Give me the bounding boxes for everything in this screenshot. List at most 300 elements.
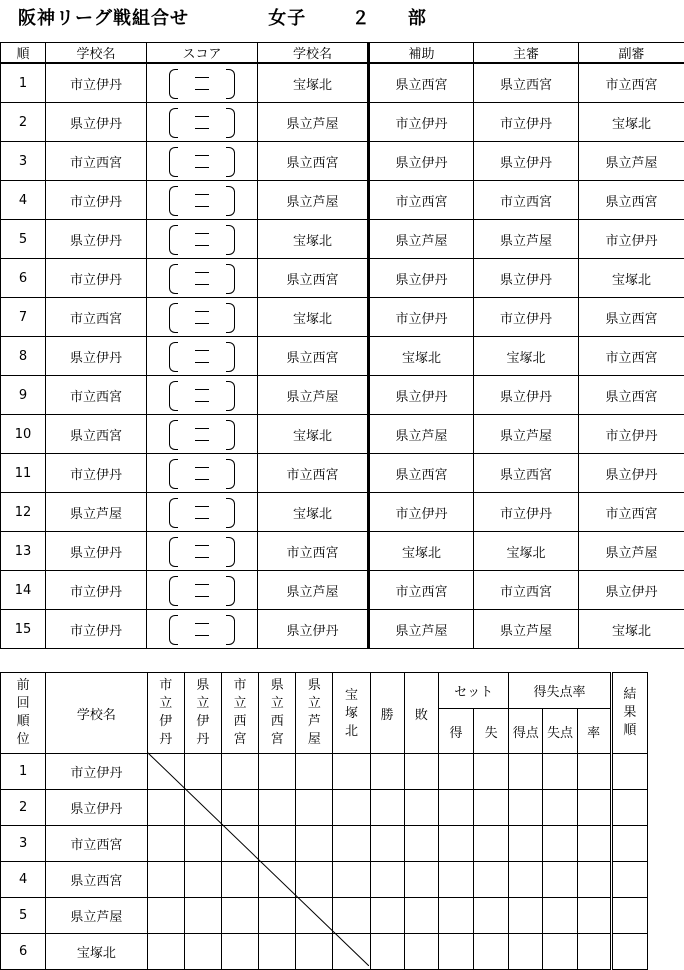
right-bracket: [226, 264, 235, 294]
school-a: 市立伊丹: [46, 454, 147, 493]
left-bracket: [169, 381, 178, 411]
result-cell[interactable]: [221, 898, 258, 934]
assistant: 県立西宮: [369, 454, 474, 493]
score-box: [169, 67, 235, 99]
school-a: 市立西宮: [46, 298, 147, 337]
assistant: 県立伊丹: [369, 259, 474, 298]
school-b: 市立西宮: [258, 454, 369, 493]
prev-rank: 5: [1, 898, 46, 934]
header-char: 果: [613, 704, 647, 722]
score-box: [169, 574, 235, 606]
header-opponent-6: [333, 673, 370, 754]
schedule-row: [1, 376, 684, 415]
header-char: 芦: [296, 713, 332, 731]
final-rank-cell[interactable]: [611, 934, 647, 970]
school-b: 県立芦屋: [258, 571, 369, 610]
prev-rank: 3: [1, 826, 46, 862]
left-bracket: [169, 147, 178, 177]
result-cell[interactable]: [509, 826, 543, 862]
result-cell[interactable]: [474, 754, 509, 790]
sub-referee: 県立西宮: [579, 298, 684, 337]
match-number: 1: [1, 63, 46, 103]
sub-referee: 県立芦屋: [579, 142, 684, 181]
result-cell[interactable]: [577, 826, 611, 862]
sub-referee: 県立西宮: [579, 376, 684, 415]
score-dash: [195, 596, 209, 597]
school-b: 県立芦屋: [258, 376, 369, 415]
right-bracket: [226, 186, 235, 216]
result-cell[interactable]: [296, 898, 333, 934]
result-cell[interactable]: [404, 754, 438, 790]
sub-referee: 宝塚北: [579, 259, 684, 298]
referee: 県立伊丹: [474, 142, 579, 181]
header-set-against: 失: [474, 709, 509, 754]
schedule-row: [1, 454, 684, 493]
results-row: [1, 826, 648, 862]
score-cell[interactable]: [147, 532, 258, 571]
school-a: 県立西宮: [46, 415, 147, 454]
result-cell[interactable]: [296, 790, 333, 826]
header-char: 回: [1, 695, 45, 713]
left-bracket: [169, 264, 178, 294]
match-number: 4: [1, 181, 46, 220]
score-dash: [195, 635, 209, 636]
score-dash: [195, 479, 209, 480]
header-char: 西: [259, 713, 295, 731]
result-cell[interactable]: [509, 934, 543, 970]
result-cell[interactable]: [147, 790, 184, 826]
score-dash: [195, 128, 209, 129]
school-a: 県立伊丹: [46, 337, 147, 376]
schedule-row: [1, 181, 684, 220]
result-cell[interactable]: [221, 826, 258, 862]
result-cell[interactable]: [543, 862, 577, 898]
header-char: 宮: [259, 731, 295, 749]
result-cell[interactable]: [370, 754, 404, 790]
result-cell[interactable]: [221, 862, 258, 898]
left-bracket: [169, 186, 178, 216]
result-cell[interactable]: [438, 898, 473, 934]
referee: 県立西宮: [474, 63, 579, 103]
result-cell[interactable]: [184, 862, 221, 898]
result-cell[interactable]: [147, 898, 184, 934]
school-a: 県立芦屋: [46, 493, 147, 532]
right-bracket: [226, 576, 235, 606]
match-number: 2: [1, 103, 46, 142]
school-a: 市立伊丹: [46, 259, 147, 298]
sub-referee: 市立伊丹: [579, 220, 684, 259]
result-cell[interactable]: [147, 754, 184, 790]
final-rank-cell[interactable]: [611, 754, 647, 790]
header-char: 伊: [148, 713, 184, 731]
result-cell[interactable]: [474, 826, 509, 862]
result-cell[interactable]: [184, 826, 221, 862]
match-number: 15: [1, 610, 46, 649]
result-cell[interactable]: [509, 790, 543, 826]
left-bracket: [169, 108, 178, 138]
result-cell[interactable]: [577, 754, 611, 790]
final-rank-cell[interactable]: [611, 862, 647, 898]
assistant: 県立芦屋: [369, 220, 474, 259]
result-cell[interactable]: [259, 934, 296, 970]
referee: 市立伊丹: [474, 103, 579, 142]
right-bracket: [226, 147, 235, 177]
right-bracket: [226, 459, 235, 489]
score-dash: [195, 506, 209, 507]
result-cell[interactable]: [543, 898, 577, 934]
score-cell[interactable]: [147, 610, 258, 649]
referee: 県立西宮: [474, 454, 579, 493]
assistant: 県立伊丹: [369, 376, 474, 415]
sub-referee: 県立伊丹: [579, 454, 684, 493]
result-cell[interactable]: [333, 754, 370, 790]
header-opponent-4: [259, 673, 296, 754]
left-bracket: [169, 459, 178, 489]
result-cell[interactable]: [296, 862, 333, 898]
result-cell[interactable]: [474, 790, 509, 826]
left-bracket: [169, 498, 178, 528]
score-dash: [195, 545, 209, 546]
results-row: [1, 862, 648, 898]
school-b: 県立西宮: [258, 142, 369, 181]
referee: 宝塚北: [474, 532, 579, 571]
match-number: 8: [1, 337, 46, 376]
final-rank-cell[interactable]: [611, 790, 647, 826]
sub-referee: 市立西宮: [579, 337, 684, 376]
schedule-row: [1, 259, 684, 298]
referee: 県立芦屋: [474, 415, 579, 454]
result-cell[interactable]: [370, 862, 404, 898]
right-bracket: [226, 69, 235, 99]
referee: 県立芦屋: [474, 220, 579, 259]
header-referee: 主審: [474, 43, 579, 64]
score-box: [169, 613, 235, 645]
score-cell[interactable]: [147, 259, 258, 298]
result-cell[interactable]: [259, 862, 296, 898]
result-cell[interactable]: [404, 790, 438, 826]
header-opponent-2: [184, 673, 221, 754]
result-cell[interactable]: [438, 862, 473, 898]
assistant: 市立西宮: [369, 571, 474, 610]
score-dash: [195, 584, 209, 585]
school-a: 市立西宮: [46, 376, 147, 415]
result-cell[interactable]: [509, 898, 543, 934]
school-name: 市立西宮: [46, 826, 147, 862]
assistant: 県立伊丹: [369, 142, 474, 181]
league-title: 阪神リーグ戦組合せ: [18, 4, 189, 30]
result-cell[interactable]: [370, 934, 404, 970]
result-cell[interactable]: [333, 862, 370, 898]
page-title: [18, 4, 427, 30]
referee: 市立伊丹: [474, 493, 579, 532]
left-bracket: [169, 537, 178, 567]
result-cell[interactable]: [221, 790, 258, 826]
score-cell[interactable]: [147, 298, 258, 337]
result-cell[interactable]: [370, 898, 404, 934]
school-a: 県立伊丹: [46, 532, 147, 571]
header-win: 勝: [370, 673, 404, 754]
schedule-row: [1, 220, 684, 259]
schedule-header-row: [1, 43, 684, 64]
result-cell[interactable]: [543, 790, 577, 826]
result-cell[interactable]: [184, 754, 221, 790]
final-rank-cell[interactable]: [611, 826, 647, 862]
prev-rank: 4: [1, 862, 46, 898]
score-box: [169, 223, 235, 255]
results-row: [1, 934, 648, 970]
score-cell[interactable]: [147, 376, 258, 415]
sub-referee: 県立芦屋: [579, 532, 684, 571]
assistant: 市立伊丹: [369, 103, 474, 142]
header-char: 北: [333, 723, 369, 741]
result-cell[interactable]: [147, 826, 184, 862]
score-dash: [195, 206, 209, 207]
result-cell[interactable]: [577, 934, 611, 970]
result-cell[interactable]: [221, 754, 258, 790]
header-point-for: 得点: [509, 709, 543, 754]
schedule-row: [1, 63, 684, 103]
result-cell[interactable]: [474, 934, 509, 970]
score-cell[interactable]: [147, 454, 258, 493]
result-cell[interactable]: [259, 898, 296, 934]
result-cell[interactable]: [404, 898, 438, 934]
schedule-row: [1, 337, 684, 376]
result-cell[interactable]: [147, 862, 184, 898]
right-bracket: [226, 537, 235, 567]
score-cell[interactable]: [147, 493, 258, 532]
results-row: [1, 790, 648, 826]
header-school: 学校名: [46, 673, 147, 754]
result-cell[interactable]: [370, 826, 404, 862]
school-a: 市立伊丹: [46, 571, 147, 610]
result-cell[interactable]: [509, 754, 543, 790]
result-cell[interactable]: [438, 826, 473, 862]
result-cell[interactable]: [438, 934, 473, 970]
results-table: [0, 672, 648, 970]
school-b: 県立西宮: [258, 337, 369, 376]
schedule-row: [1, 415, 684, 454]
result-cell[interactable]: [259, 754, 296, 790]
result-cell[interactable]: [404, 934, 438, 970]
header-point-against: 失点: [543, 709, 577, 754]
header-order: 順: [1, 43, 46, 64]
result-cell[interactable]: [438, 790, 473, 826]
final-rank-cell[interactable]: [611, 898, 647, 934]
assistant: 県立西宮: [369, 63, 474, 103]
assistant: 県立芦屋: [369, 415, 474, 454]
result-cell[interactable]: [259, 790, 296, 826]
score-dash: [195, 167, 209, 168]
score-cell[interactable]: [147, 337, 258, 376]
schedule-row: [1, 532, 684, 571]
match-number: 11: [1, 454, 46, 493]
header-char: 丹: [148, 731, 184, 749]
score-dash: [195, 623, 209, 624]
result-cell[interactable]: [296, 754, 333, 790]
score-dash: [195, 350, 209, 351]
score-cell[interactable]: [147, 142, 258, 181]
result-cell[interactable]: [543, 826, 577, 862]
header-char: 立: [296, 695, 332, 713]
school-b: 宝塚北: [258, 298, 369, 337]
match-schedule-table: [0, 42, 684, 649]
result-cell[interactable]: [333, 898, 370, 934]
result-cell[interactable]: [221, 934, 258, 970]
score-box: [169, 535, 235, 567]
score-dash: [195, 284, 209, 285]
score-dash: [195, 245, 209, 246]
school-name: 県立芦屋: [46, 898, 147, 934]
score-box: [169, 301, 235, 333]
header-char: 市: [222, 677, 258, 695]
left-bracket: [169, 225, 178, 255]
result-cell[interactable]: [474, 862, 509, 898]
result-cell[interactable]: [370, 790, 404, 826]
result-cell[interactable]: [577, 862, 611, 898]
score-dash: [195, 116, 209, 117]
score-box: [169, 379, 235, 411]
results-row: [1, 754, 648, 790]
left-bracket: [169, 420, 178, 450]
header-char: 位: [1, 731, 45, 749]
score-dash: [195, 311, 209, 312]
score-box: [169, 496, 235, 528]
header-char: 立: [185, 695, 221, 713]
left-bracket: [169, 69, 178, 99]
sub-referee: 宝塚北: [579, 103, 684, 142]
school-name: 県立西宮: [46, 862, 147, 898]
score-box: [169, 340, 235, 372]
header-char: 結: [613, 686, 647, 704]
result-cell[interactable]: [509, 862, 543, 898]
header-char: 西: [222, 713, 258, 731]
schedule-row: [1, 103, 684, 142]
score-cell[interactable]: [147, 103, 258, 142]
schedule-row: [1, 571, 684, 610]
result-cell[interactable]: [333, 934, 370, 970]
assistant: 市立伊丹: [369, 298, 474, 337]
result-cell[interactable]: [184, 934, 221, 970]
header-sub-referee: 副審: [579, 43, 684, 64]
assistant: 市立西宮: [369, 181, 474, 220]
referee: 県立伊丹: [474, 259, 579, 298]
match-number: 7: [1, 298, 46, 337]
school-name: 市立伊丹: [46, 754, 147, 790]
result-cell[interactable]: [333, 790, 370, 826]
header-prev-rank: [1, 673, 46, 754]
school-a: 市立伊丹: [46, 181, 147, 220]
left-bracket: [169, 342, 178, 372]
match-number: 3: [1, 142, 46, 181]
schedule-row: [1, 142, 684, 181]
header-char: 屋: [296, 731, 332, 749]
sub-referee: 県立西宮: [579, 181, 684, 220]
header-char: 伊: [185, 713, 221, 731]
score-dash: [195, 362, 209, 363]
school-b: 市立西宮: [258, 532, 369, 571]
header-rate: 率: [577, 709, 611, 754]
match-number: 5: [1, 220, 46, 259]
result-cell[interactable]: [184, 790, 221, 826]
header-char: 県: [296, 677, 332, 695]
schedule-row: [1, 610, 684, 649]
result-cell[interactable]: [543, 934, 577, 970]
school-a: 市立伊丹: [46, 63, 147, 103]
header-char: 県: [185, 677, 221, 695]
header-char: 市: [148, 677, 184, 695]
result-cell[interactable]: [404, 862, 438, 898]
score-cell[interactable]: [147, 181, 258, 220]
header-opponent-5: [296, 673, 333, 754]
score-cell[interactable]: [147, 415, 258, 454]
score-dash: [195, 440, 209, 441]
school-a: 市立西宮: [46, 142, 147, 181]
header-final-rank: [611, 673, 647, 754]
assistant: 宝塚北: [369, 532, 474, 571]
header-school-a: 学校名: [46, 43, 147, 64]
score-dash: [195, 194, 209, 195]
score-dash: [195, 155, 209, 156]
result-cell[interactable]: [577, 898, 611, 934]
result-cell[interactable]: [296, 934, 333, 970]
left-bracket: [169, 615, 178, 645]
school-b: 県立芦屋: [258, 103, 369, 142]
header-char: 順: [1, 713, 45, 731]
right-bracket: [226, 498, 235, 528]
result-cell[interactable]: [259, 826, 296, 862]
header-opponent-1: [147, 673, 184, 754]
result-cell[interactable]: [404, 826, 438, 862]
score-cell[interactable]: [147, 63, 258, 103]
result-cell[interactable]: [296, 826, 333, 862]
header-set-for: 得: [438, 709, 473, 754]
header-char: 宮: [222, 731, 258, 749]
match-number: 10: [1, 415, 46, 454]
match-number: 12: [1, 493, 46, 532]
score-cell[interactable]: [147, 571, 258, 610]
result-cell[interactable]: [543, 754, 577, 790]
header-loss: 敗: [404, 673, 438, 754]
category-label: 女子: [268, 4, 306, 30]
right-bracket: [226, 420, 235, 450]
prev-rank: 2: [1, 790, 46, 826]
school-b: 県立芦屋: [258, 181, 369, 220]
sub-referee: 市立西宮: [579, 493, 684, 532]
header-opponent-3: [221, 673, 258, 754]
school-b: 宝塚北: [258, 63, 369, 103]
results-header-row-1: [1, 673, 648, 709]
result-cell[interactable]: [438, 754, 473, 790]
assistant: 県立芦屋: [369, 610, 474, 649]
school-name: 宝塚北: [46, 934, 147, 970]
match-number: 6: [1, 259, 46, 298]
left-bracket: [169, 303, 178, 333]
school-a: 市立伊丹: [46, 610, 147, 649]
result-cell[interactable]: [184, 898, 221, 934]
header-score: スコア: [147, 43, 258, 64]
school-a: 県立伊丹: [46, 103, 147, 142]
header-char: 丹: [185, 731, 221, 749]
result-cell[interactable]: [474, 898, 509, 934]
header-point-rate: 得失点率: [509, 673, 611, 709]
score-dash: [195, 272, 209, 273]
school-b: 県立西宮: [258, 259, 369, 298]
school-a: 県立伊丹: [46, 220, 147, 259]
result-cell[interactable]: [333, 826, 370, 862]
score-cell[interactable]: [147, 220, 258, 259]
result-cell[interactable]: [577, 790, 611, 826]
result-cell[interactable]: [147, 934, 184, 970]
